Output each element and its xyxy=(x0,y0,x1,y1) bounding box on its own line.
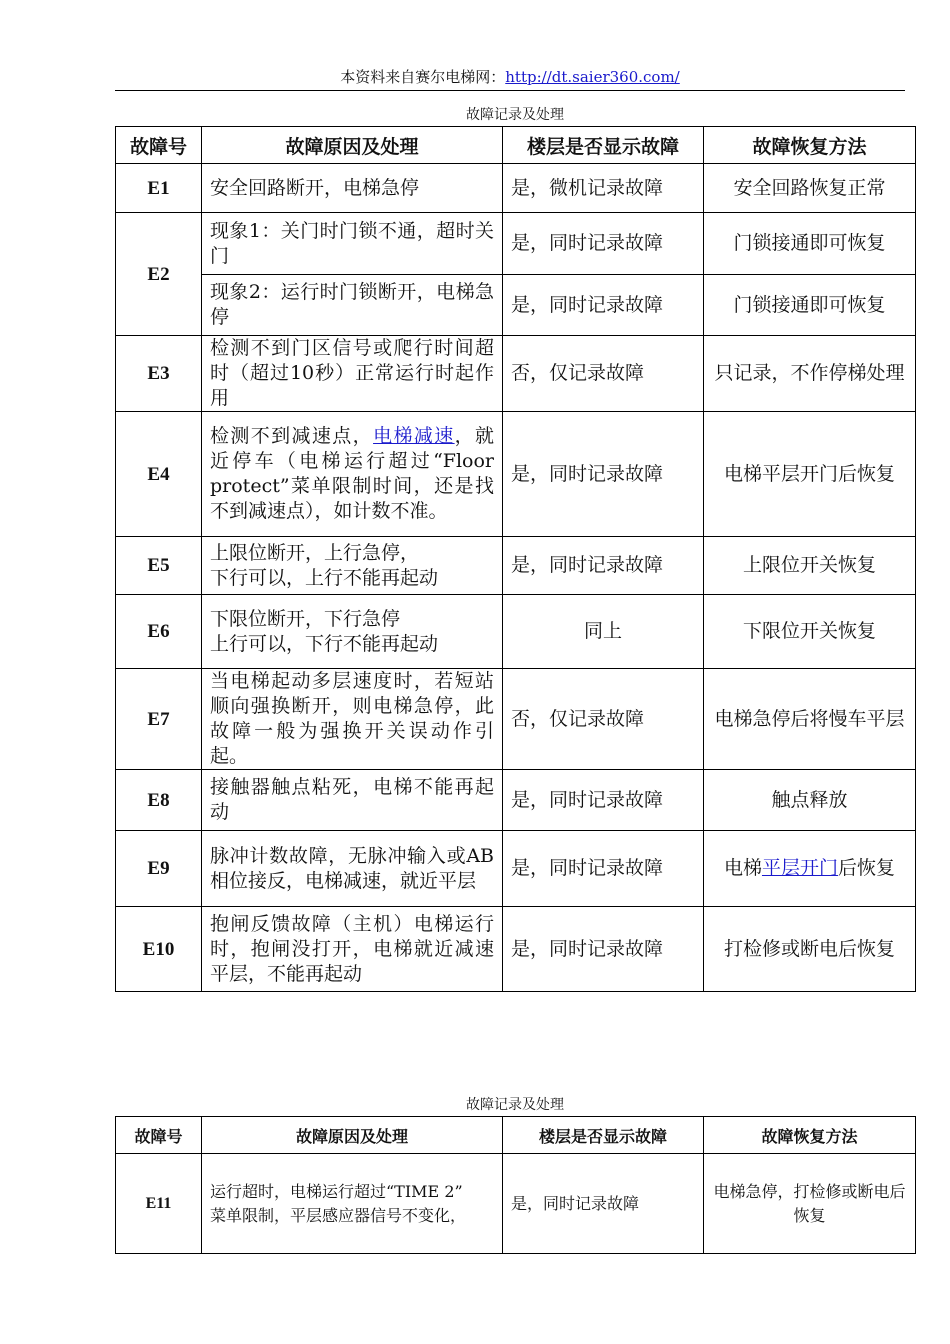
recovery-text: 电梯 xyxy=(723,857,762,879)
fault-display: 是，同时记录故障 xyxy=(503,275,704,336)
table1-caption: 故障记录及处理 xyxy=(466,107,564,123)
fault-recovery: 安全回路恢复正常 xyxy=(704,164,916,213)
fault-table-1 xyxy=(115,126,916,992)
col-reason-header: 故障原因及处理 xyxy=(202,127,503,164)
table-row xyxy=(116,669,916,770)
fault-display: 否，仅记录故障 xyxy=(503,669,704,770)
elevator-decel-link[interactable]: 电梯减速 xyxy=(373,425,455,447)
fault-reason: 检测不到门区信号或爬行时间超时（超过10秒）正常运行时起作用 xyxy=(202,336,503,412)
fault-display: 是，同时记录故障 xyxy=(503,537,704,595)
fault-reason: 脉冲计数故障，无脉冲输入或AB相位接反，电梯减速，就近平层 xyxy=(202,831,503,907)
reason-line: 菜单限制，平层感应器信号不变化， xyxy=(210,1205,467,1225)
fault-recovery: 上限位开关恢复 xyxy=(704,537,916,595)
fault-display: 是，同时记录故障 xyxy=(503,831,704,907)
fault-display: 否，仅记录故障 xyxy=(503,336,704,412)
col-recovery-header: 故障恢复方法 xyxy=(704,127,916,164)
fault-code: E2 xyxy=(116,213,202,336)
fault-display: 是，同时记录故障 xyxy=(503,213,704,275)
fault-reason xyxy=(202,412,503,537)
reason-line: 下行可以，上行不能再起动 xyxy=(210,566,439,589)
fault-code: E4 xyxy=(116,412,202,537)
header-link[interactable]: http://dt.saier360.com/ xyxy=(505,68,680,86)
table-row xyxy=(116,907,916,992)
table-row xyxy=(116,164,916,213)
table-row xyxy=(116,770,916,831)
fault-display: 是，同时记录故障 xyxy=(503,412,704,537)
floor-level-open-link[interactable]: 平层开门 xyxy=(761,857,838,879)
col-code-header: 故障号 xyxy=(116,127,202,164)
table-row xyxy=(116,537,916,595)
table-row xyxy=(116,336,916,412)
fault-reason: 当电梯起动多层速度时，若短站顺向强换断开，则电梯急停，此故障一般为强换开关误动作引起。 xyxy=(202,669,503,770)
fault-recovery: 下限位开关恢复 xyxy=(704,595,916,669)
reason-line: 上行可以，下行不能再起动 xyxy=(210,632,439,655)
col-recovery-header: 故障恢复方法 xyxy=(704,1117,916,1154)
fault-reason: 抱闸反馈故障（主机）电梯运行时，抱闸没打开，电梯就近减速平层，不能再起动 xyxy=(202,907,503,992)
fault-recovery: 电梯急停，打检修或断电后恢复 xyxy=(704,1154,916,1254)
fault-code: E6 xyxy=(116,595,202,669)
fault-reason xyxy=(202,537,503,595)
fault-code: E10 xyxy=(116,907,202,992)
reason-line: 下限位断开，下行急停 xyxy=(210,607,401,630)
fault-display: 是，微机记录故障 xyxy=(503,164,704,213)
col-display-header: 楼层是否显示故障 xyxy=(503,1117,704,1154)
fault-reason: 安全回路断开，电梯急停 xyxy=(202,164,503,213)
fault-recovery: 触点释放 xyxy=(704,770,916,831)
table-row xyxy=(116,412,916,537)
fault-code: E8 xyxy=(116,770,202,831)
table-header-row xyxy=(116,127,916,164)
table-row xyxy=(116,275,916,336)
fault-table-2 xyxy=(115,1116,916,1254)
fault-recovery: 门锁接通即可恢复 xyxy=(704,213,916,275)
fault-display: 是，同时记录故障 xyxy=(503,770,704,831)
fault-recovery: 门锁接通即可恢复 xyxy=(704,275,916,336)
table-row xyxy=(116,595,916,669)
reason-line: 运行超时，电梯运行超过“TIME 2” xyxy=(210,1181,463,1201)
fault-code: E7 xyxy=(116,669,202,770)
reason-text: ，就近停车（电梯运行超过“Floor protect”菜单限制时间，还是找不到减速点），如计数不准。 xyxy=(210,425,494,522)
table2-caption: 故障记录及处理 xyxy=(466,1097,564,1113)
col-display-header: 楼层是否显示故障 xyxy=(503,127,704,164)
reason-text: 检测不到减速点， xyxy=(210,425,374,447)
reason-line: 上限位断开，上行急停， xyxy=(210,541,420,564)
fault-recovery: 打检修或断电后恢复 xyxy=(704,907,916,992)
table-row xyxy=(116,1154,916,1254)
fault-display: 同上 xyxy=(503,595,704,669)
fault-display: 是，同时记录故障 xyxy=(503,1154,704,1254)
col-code-header: 故障号 xyxy=(116,1117,202,1154)
table-row xyxy=(116,213,916,275)
table-row xyxy=(116,831,916,907)
fault-recovery: 电梯急停后将慢车平层 xyxy=(704,669,916,770)
page-header xyxy=(115,64,905,91)
fault-recovery xyxy=(704,831,916,907)
fault-display: 是，同时记录故障 xyxy=(503,907,704,992)
col-reason-header: 故障原因及处理 xyxy=(202,1117,503,1154)
recovery-text: 后恢复 xyxy=(838,857,896,879)
fault-reason: 接触器触点粘死，电梯不能再起动 xyxy=(202,770,503,831)
fault-reason xyxy=(202,1154,503,1254)
fault-reason: 现象1：关门时门锁不通，超时关门 xyxy=(202,213,503,275)
fault-reason xyxy=(202,595,503,669)
fault-code: E1 xyxy=(116,164,202,213)
fault-reason: 现象2：运行时门锁断开，电梯急停 xyxy=(202,275,503,336)
fault-recovery: 只记录，不作停梯处理 xyxy=(704,336,916,412)
fault-code: E9 xyxy=(116,831,202,907)
fault-recovery: 电梯平层开门后恢复 xyxy=(704,412,916,537)
table-header-row xyxy=(116,1117,916,1154)
fault-code: E11 xyxy=(116,1154,202,1254)
fault-code: E5 xyxy=(116,537,202,595)
header-prefix: 本资料来自赛尔电梯网： xyxy=(340,68,506,86)
fault-code: E3 xyxy=(116,336,202,412)
